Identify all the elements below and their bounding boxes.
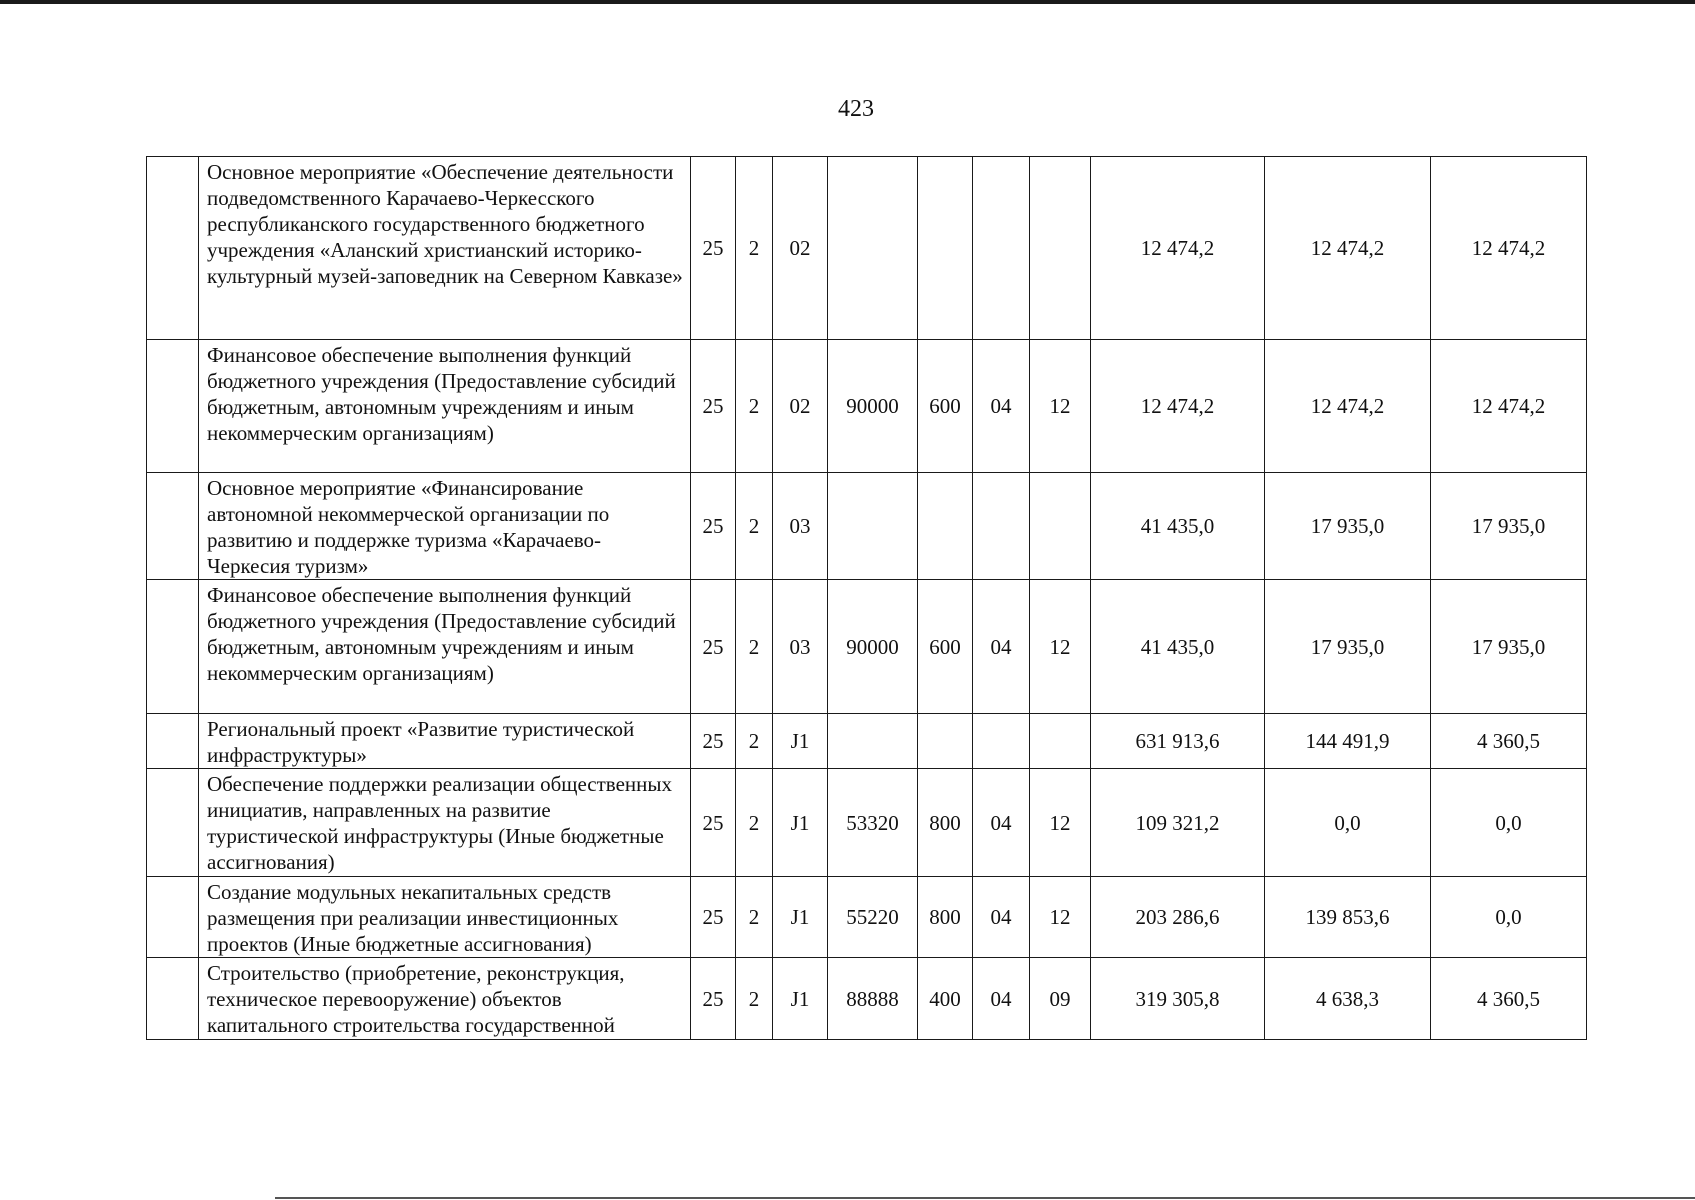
code-cell: 12 [1030,769,1091,877]
code-cell: 12 [1030,580,1091,714]
description-cell: Основное мероприятие «Финансирование автономной некоммерческой организации по развитию и поддержке туризма «Карачаево-Черкесия туризм» [199,473,691,580]
code-cell: 2 [736,958,773,1040]
code-cell: 04 [973,958,1030,1040]
number-cell [147,473,199,580]
code-cell: 12 [1030,340,1091,473]
code-cell: 88888 [828,958,918,1040]
amount-cell: 17 935,0 [1431,473,1587,580]
amount-cell: 631 913,6 [1091,714,1265,769]
description-cell: Строительство (приобретение, реконструкция, техническое перевооружение) объектов капитального строительства государственной [199,958,691,1040]
code-cell: 04 [973,769,1030,877]
code-cell: 55220 [828,877,918,958]
description-cell: Финансовое обеспечение выполнения функций бюджетного учреждения (Предоставление субсидий бюджетным, автономным учреждениям и иным некоммерческим организациям) [199,580,691,714]
number-cell [147,714,199,769]
amount-cell: 17 935,0 [1265,580,1431,714]
code-cell [973,473,1030,580]
code-cell [918,157,973,340]
code-cell: 600 [918,340,973,473]
table-row [147,958,1587,1040]
code-cell: 600 [918,580,973,714]
amount-cell: 12 474,2 [1265,157,1431,340]
code-cell: 12 [1030,877,1091,958]
table-row [147,157,1587,340]
code-cell: J1 [773,877,828,958]
code-cell: 25 [691,714,736,769]
code-cell: 04 [973,340,1030,473]
code-cell: 800 [918,877,973,958]
amount-cell: 139 853,6 [1265,877,1431,958]
code-cell: 09 [1030,958,1091,1040]
code-cell [828,157,918,340]
code-cell: 90000 [828,580,918,714]
amount-cell: 17 935,0 [1431,580,1587,714]
amount-cell: 0,0 [1431,877,1587,958]
description-cell: Создание модульных некапитальных средств размещения при реализации инвестиционных проектов (Иные бюджетные ассигнования) [199,877,691,958]
amount-cell: 12 474,2 [1431,340,1587,473]
amount-cell: 203 286,6 [1091,877,1265,958]
code-cell: 400 [918,958,973,1040]
code-cell: 2 [736,157,773,340]
amount-cell: 4 360,5 [1431,714,1587,769]
code-cell: 800 [918,769,973,877]
code-cell: 25 [691,769,736,877]
code-cell: 2 [736,340,773,473]
description-cell: Основное мероприятие «Обеспечение деятельности подведомственного Карачаево-Черкесского республиканского государственного бюджетного учреждения «Аланский христианский историко-культурный музей-заповедник на Северном Кавказе» [199,157,691,340]
amount-cell: 4 638,3 [1265,958,1431,1040]
code-cell: 02 [773,340,828,473]
code-cell: 2 [736,769,773,877]
code-cell: 25 [691,340,736,473]
amount-cell: 4 360,5 [1431,958,1587,1040]
code-cell: 02 [773,157,828,340]
amount-cell: 12 474,2 [1091,340,1265,473]
amount-cell: 41 435,0 [1091,580,1265,714]
code-cell [828,473,918,580]
page-number: 423 [838,96,874,122]
amount-cell: 12 474,2 [1431,157,1587,340]
table-row [147,714,1587,769]
code-cell [1030,473,1091,580]
table-row [147,769,1587,877]
table-row [147,580,1587,714]
amount-cell: 0,0 [1431,769,1587,877]
code-cell: 2 [736,473,773,580]
amount-cell: 41 435,0 [1091,473,1265,580]
code-cell: 2 [736,714,773,769]
code-cell: J1 [773,769,828,877]
budget-table [146,156,1587,1040]
code-cell [918,473,973,580]
number-cell [147,580,199,714]
number-cell [147,958,199,1040]
code-cell: 53320 [828,769,918,877]
code-cell: 04 [973,580,1030,714]
code-cell [918,714,973,769]
code-cell: 25 [691,958,736,1040]
code-cell: 25 [691,473,736,580]
number-cell [147,769,199,877]
code-cell: J1 [773,714,828,769]
code-cell: 2 [736,580,773,714]
code-cell [973,157,1030,340]
code-cell: 90000 [828,340,918,473]
table-row [147,877,1587,958]
code-cell [1030,157,1091,340]
number-cell [147,877,199,958]
description-cell: Региональный проект «Развитие туристической инфраструктуры» [199,714,691,769]
code-cell: 25 [691,580,736,714]
code-cell: 03 [773,473,828,580]
top-edge-rule [0,0,1695,4]
code-cell [1030,714,1091,769]
code-cell: 04 [973,877,1030,958]
number-cell [147,340,199,473]
amount-cell: 17 935,0 [1265,473,1431,580]
description-cell: Финансовое обеспечение выполнения функций бюджетного учреждения (Предоставление субсидий бюджетным, автономным учреждениям и иным некоммерческим организациям) [199,340,691,473]
amount-cell: 12 474,2 [1091,157,1265,340]
bottom-edge-rule [275,1197,1695,1199]
amount-cell: 144 491,9 [1265,714,1431,769]
code-cell: 03 [773,580,828,714]
code-cell [973,714,1030,769]
code-cell: 25 [691,877,736,958]
amount-cell: 0,0 [1265,769,1431,877]
code-cell [828,714,918,769]
table-row [147,340,1587,473]
number-cell [147,157,199,340]
code-cell: 25 [691,157,736,340]
code-cell: J1 [773,958,828,1040]
table-row [147,473,1587,580]
amount-cell: 319 305,8 [1091,958,1265,1040]
code-cell: 2 [736,877,773,958]
amount-cell: 109 321,2 [1091,769,1265,877]
amount-cell: 12 474,2 [1265,340,1431,473]
description-cell: Обеспечение поддержки реализации общественных инициатив, направленных на развитие туристической инфраструктуры (Иные бюджетные ассигнования) [199,769,691,877]
